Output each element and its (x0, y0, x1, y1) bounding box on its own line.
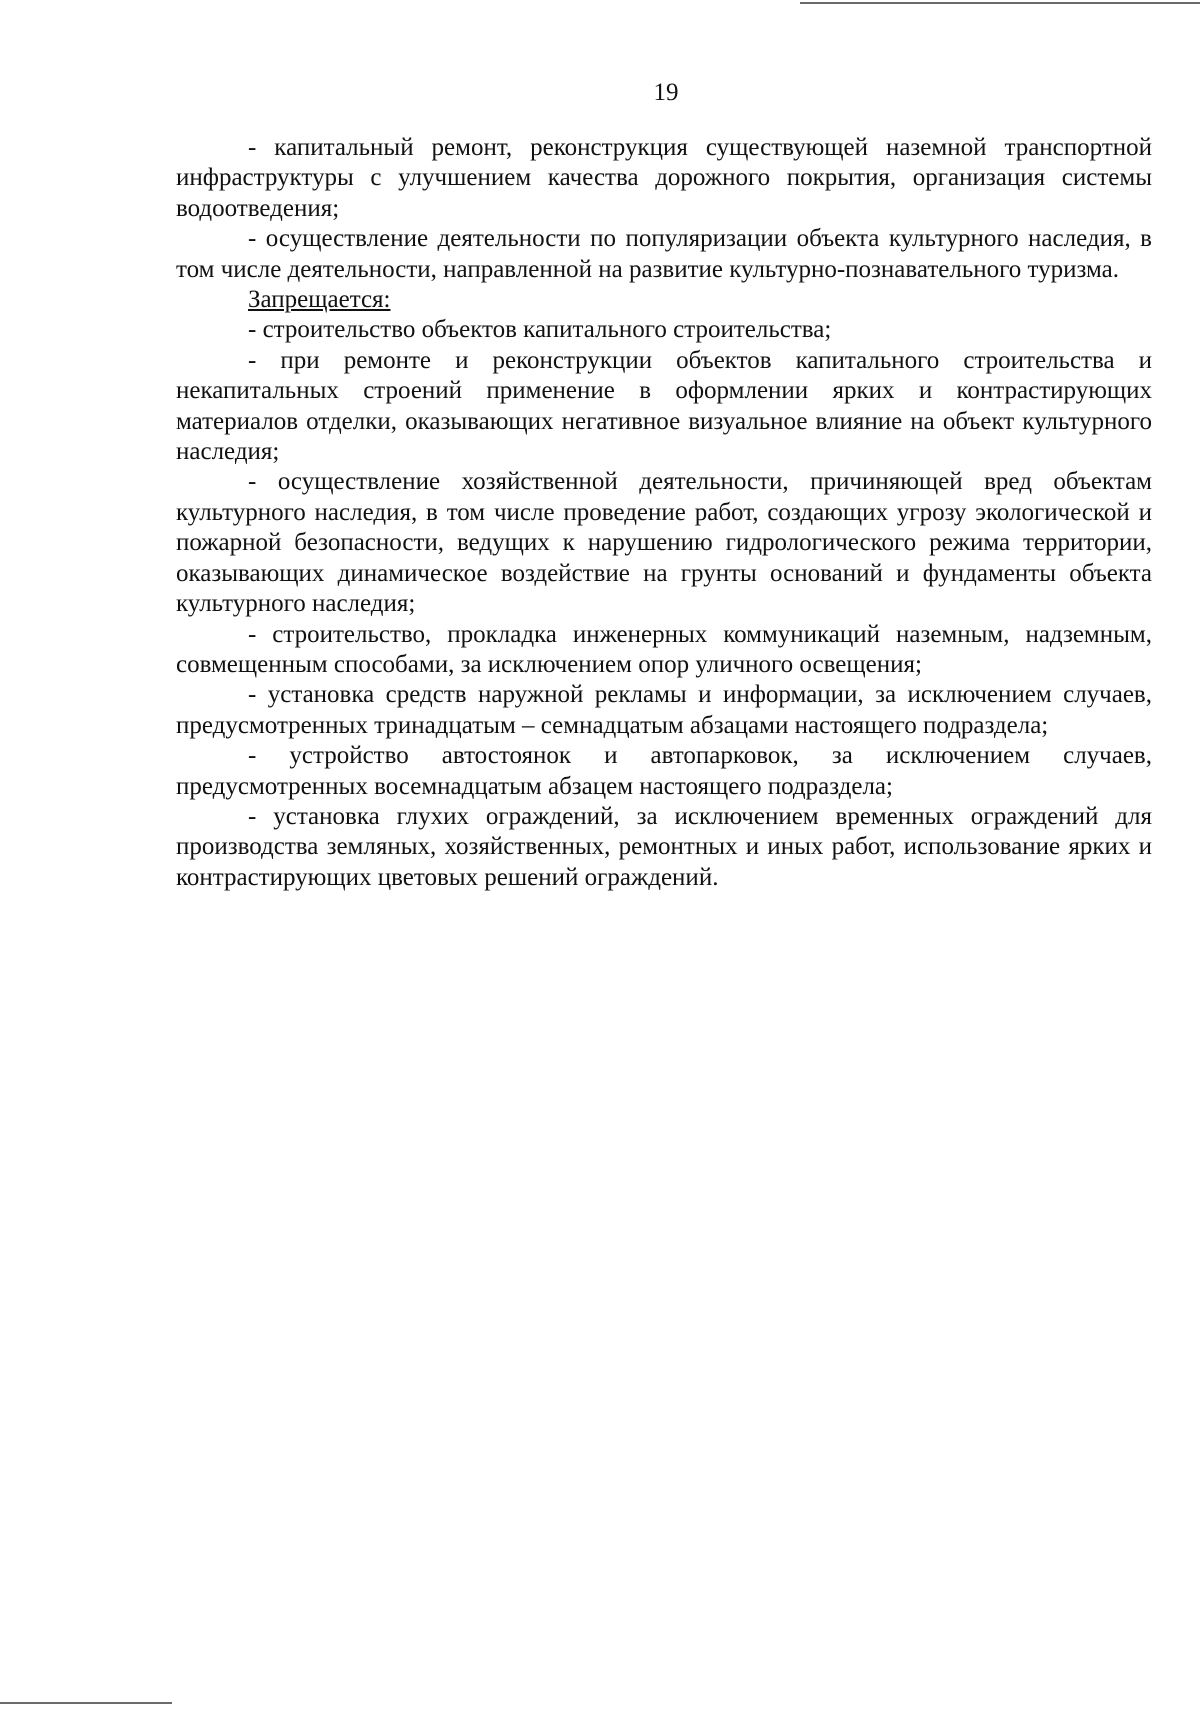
paragraph-no-parking: - устройство автостоянок и автопарковок, за исключением случаев, предусмотренных восемнадцатым абзацем настоящего подраздела; (176, 742, 1152, 800)
paragraph-no-bright-materials: - при ремонте и реконструкции объектов капитального строительства и некапитальных строений применение в оформлении ярких и контрастирующих материалов отделки, оказывающих негативное визуальное влияние на объект культурного наследия; (176, 346, 1152, 466)
prohibited-heading-text: Запрещается: (248, 286, 391, 314)
document-body (176, 133, 1152, 893)
paragraph-capital-repair: - капитальный ремонт, реконструкция существующей наземной транспортной инфраструктуры с улучшением качества дорожного покрытия, организация системы водоотведения; (176, 134, 1152, 222)
scan-edge-line-bottom (0, 1702, 172, 1704)
scan-edge-line-top (800, 2, 1200, 4)
paragraph-no-harmful-activity: - осуществление хозяйственной деятельности, причиняющей вред объектам культурного наследия, в том числе проведение работ, создающих угрозу экологической и пожарной безопасности, ведущих к нарушению гидрологического режима территории, оказывающих динамическое воздействие на грунты оснований и фундаменты объекта культурного наследия; (176, 468, 1152, 618)
paragraph-no-advertising: - установка средств наружной рекламы и информации, за исключением случаев, предусмотренных тринадцатым – семнадцатым абзацами настоящего подраздела; (176, 681, 1152, 739)
prohibited-heading (176, 285, 1152, 315)
paragraph-no-construction: - строительство объектов капитального строительства; (248, 316, 832, 344)
paragraph-no-solid-fences: - установка глухих ограждений, за исключением временных ограждений для производства земляных, хозяйственных, ремонтных и иных работ, использование ярких и контрастирующих цветовых решений ограждений. (176, 802, 1152, 891)
paragraph-popularization: - осуществление деятельности по популяризации объекта культурного наследия, в том числе деятельности, направленной на развитие культурно-познавательного туризма. (176, 225, 1152, 283)
page-number: 19 (653, 79, 679, 106)
paragraph-no-utilities: - строительство, прокладка инженерных коммуникаций наземным, надземным, совмещенным способами, за исключением опор уличного освещения; (176, 620, 1152, 678)
